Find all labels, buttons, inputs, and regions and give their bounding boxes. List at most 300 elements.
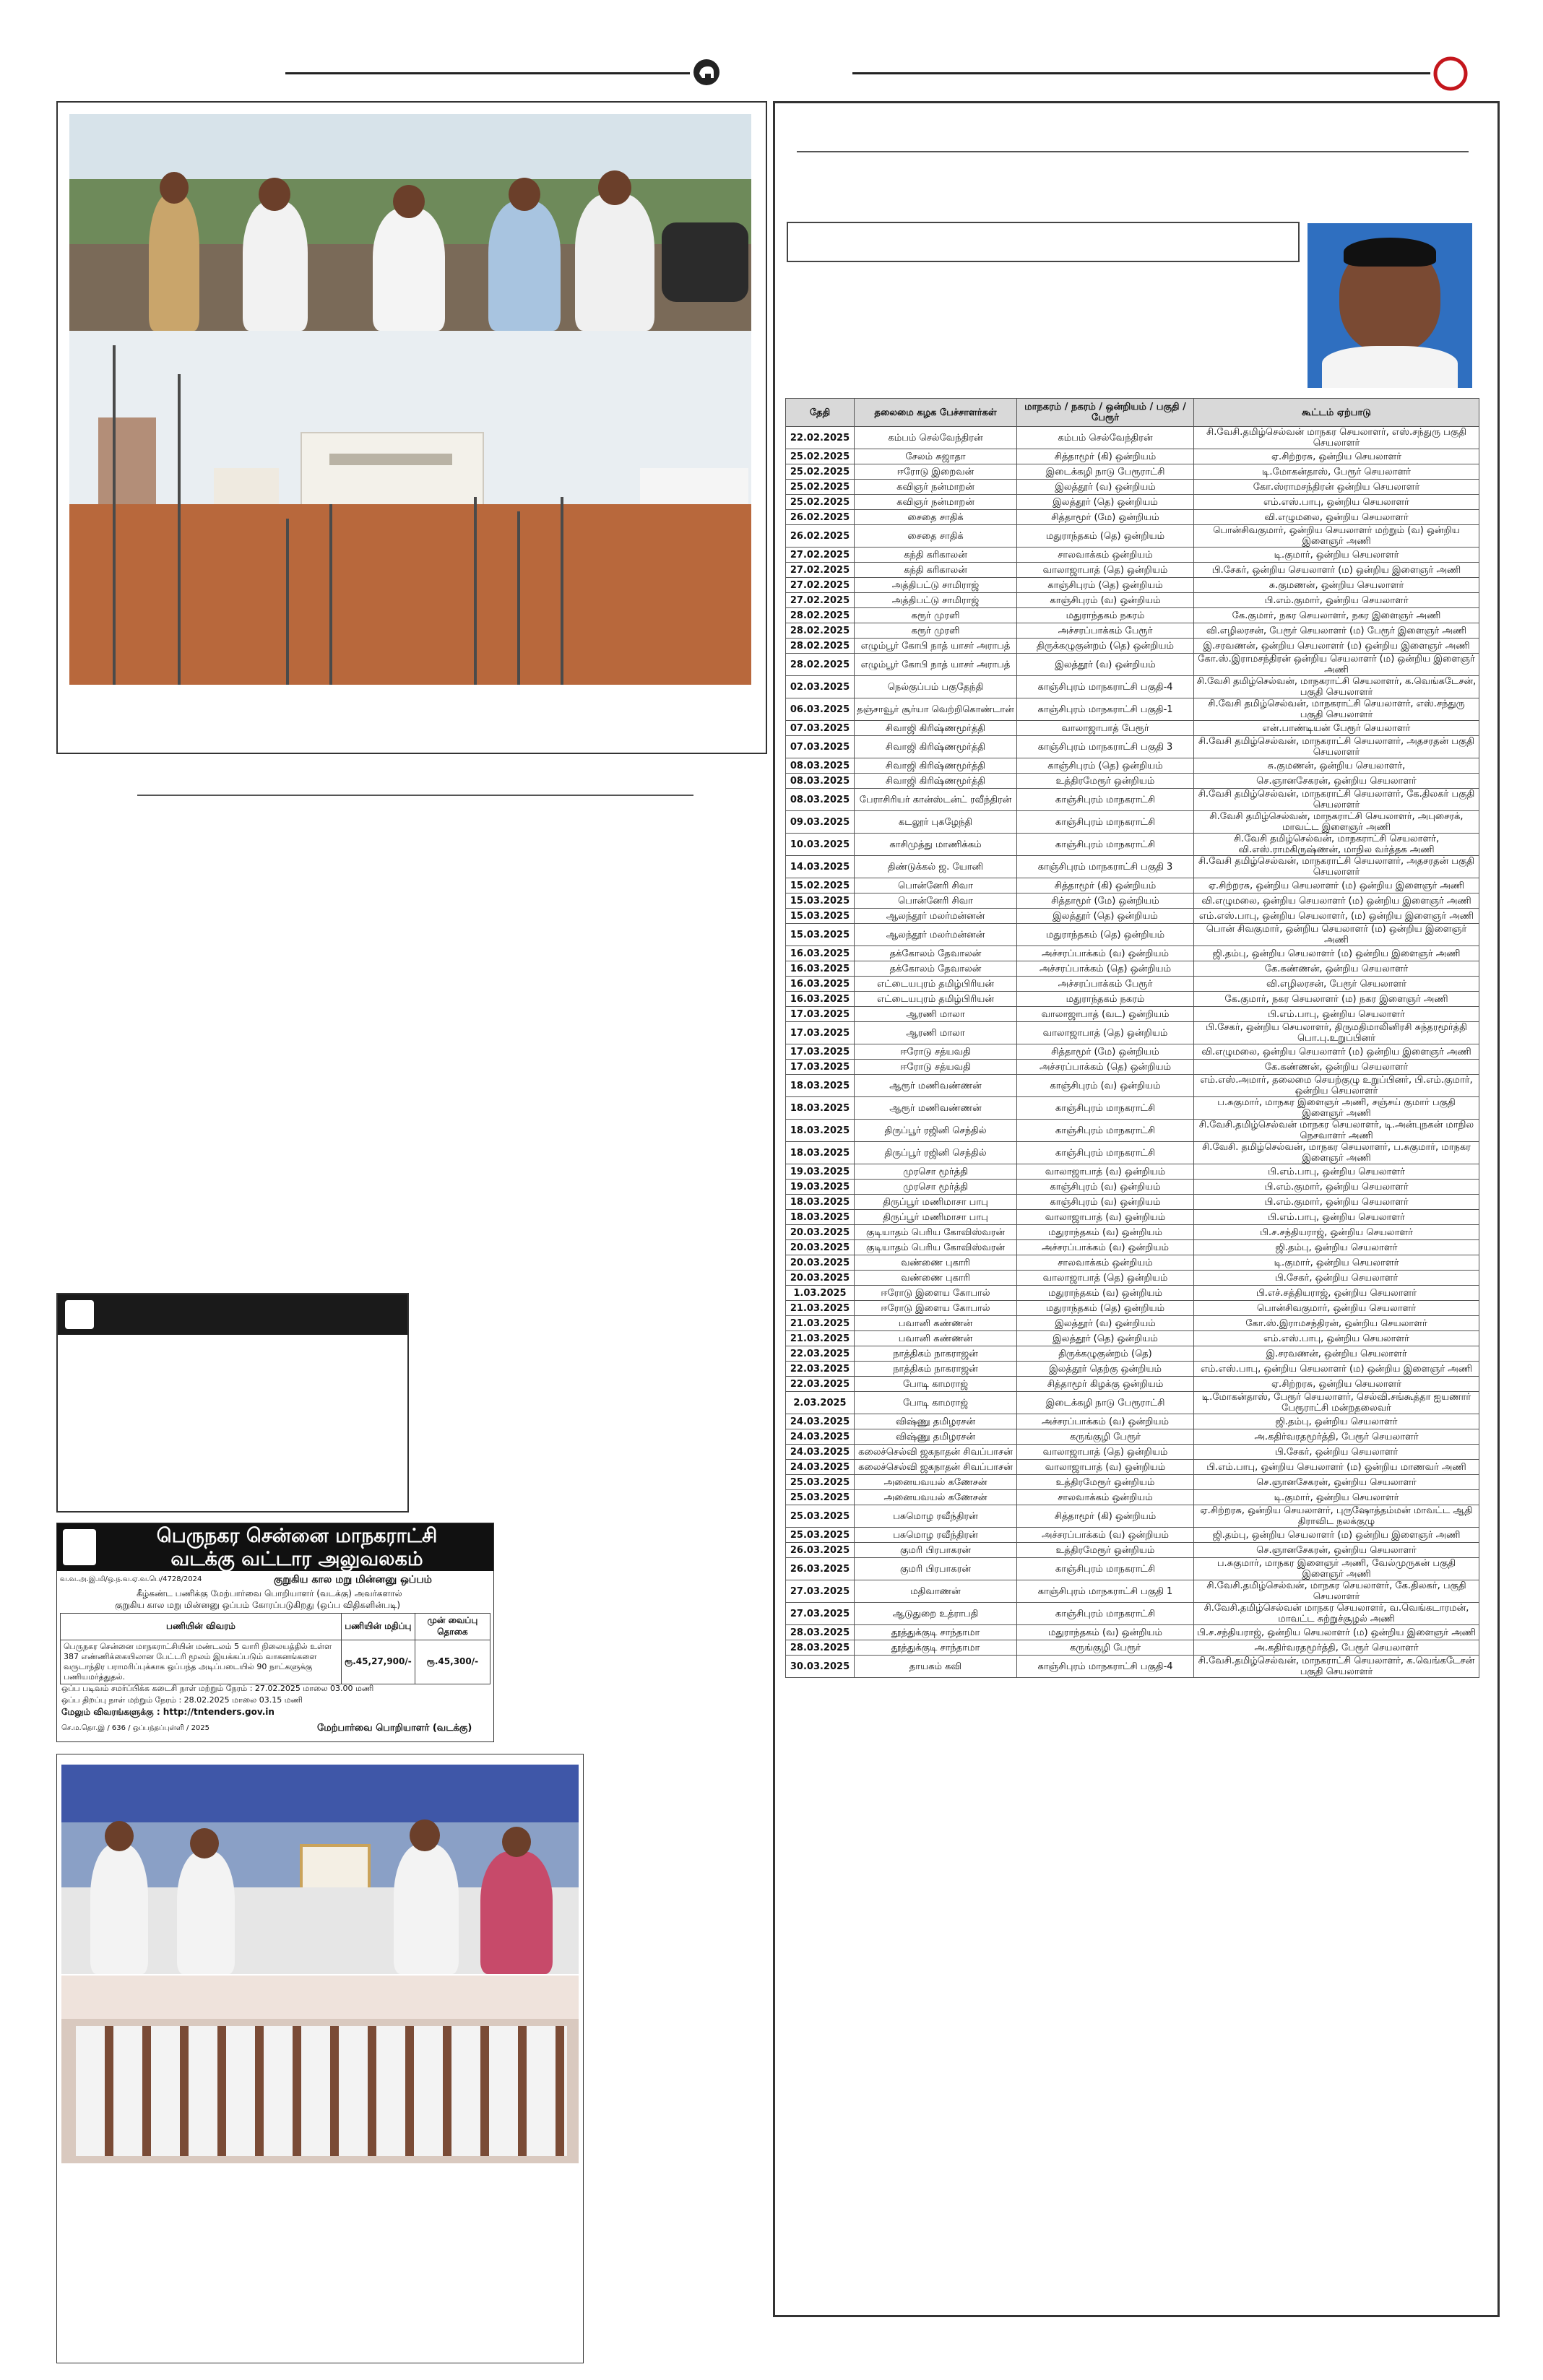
row-organizer: கோ.ஸ்ராமசந்திரன் ஒன்றிய செயலாளர் [1194,480,1479,495]
col-date: தேதி [786,399,855,427]
table-row [786,1007,1479,1022]
table-row [786,1286,1479,1301]
row-speaker: தாயகம் கவி [855,1656,1017,1678]
notice-col-value: பணியின் மதிப்பு [342,1614,415,1640]
row-speaker: ஈரோடு இறைவன் [855,464,1017,480]
row-area: காஞ்சிபுரம் மாநகராட்சி பகுதி 3 [1017,856,1194,878]
row-date: 16.03.2025 [786,961,855,977]
row-date: 18.03.2025 [786,1075,855,1097]
table-row [786,1429,1479,1445]
row-organizer: சி.வேசி. தமிழ்செல்வன், மாநகர செயலாளர், ப.சுகுமார், மாநகர இளைஞர் அணி [1194,1142,1479,1164]
row-organizer: சி.வேசி தமிழ்செல்வன், மாநகராட்சி செயலாளர், அபுசைரக், மாவட்ட இளைஞர் அணி [1194,811,1479,834]
row-date: 25.03.2025 [786,1505,855,1528]
row-speaker: ஆலந்தூர் மலர்மன்னன் [855,909,1017,924]
row-area: இலத்தூர் (வ) ஒன்றியம் [1017,480,1194,495]
table-row [786,525,1479,548]
table-row [786,1142,1479,1164]
row-area: காஞ்சிபுரம் மாநகராட்சி [1017,1558,1194,1580]
row-speaker: சைதை சாதிக் [855,510,1017,525]
row-area: காஞ்சிபுரம் (வ) ஒன்றியம் [1017,1180,1194,1195]
row-speaker: குமரி பிரபாகரன் [855,1543,1017,1558]
row-organizer: கே.குமார், நகர செயலாளர் (ம) நகர இளைஞர் அணி [1194,992,1479,1007]
table-row [786,563,1479,578]
row-speaker: முரசொ மூர்த்தி [855,1164,1017,1180]
row-date: 19.03.2025 [786,1164,855,1180]
row-speaker: சிவாஜி கிரிஷ்ணமூர்த்தி [855,721,1017,736]
row-area: மதுராந்தகம் (வ) ஒன்றியம் [1017,1225,1194,1240]
elephant-icon [692,58,721,87]
notice-heading3: குறுகிய கால மறு மின்னனு ஒப்பம் கோரப்படுகிறது (ஒப்ப விதிகளின்படி) [115,1600,401,1610]
table-row [786,608,1479,623]
row-date: 26.02.2025 [786,510,855,525]
row-speaker: எட்டையபுரம் தமிழ்பிரியன் [855,992,1017,1007]
table-row [786,1097,1479,1120]
notice-title-line1: பெருநகர சென்னை மாநகராட்சி [156,1525,438,1547]
row-area: இலத்தூர் (தெ) ஒன்றியம் [1017,495,1194,510]
row-organizer: ப.சுகுமார், மாநகர இளைஞர் அணி, சஞ்சய் குமார் பகுதி இளைஞர் அணி [1194,1097,1479,1120]
row-date: 25.03.2025 [786,1475,855,1490]
row-speaker: கவிஞர் நன்மாறன் [855,495,1017,510]
table-row [786,1377,1479,1392]
table-row [786,893,1479,909]
row-speaker: கடலூர் புகழேந்தி [855,811,1017,834]
row-date: 19.03.2025 [786,1180,855,1195]
table-row [786,834,1479,856]
row-area: வாலாஜாபாத் (தெ) ஒன்றியம் [1017,563,1194,578]
table-row [786,1656,1479,1678]
notice-footer-right: மேற்பார்வை பொறியாளர் (வடக்கு) [317,1723,472,1734]
table-row [786,789,1479,811]
row-area: காஞ்சிபுரம் மாநகராட்சி [1017,1142,1194,1164]
row-organizer: டி.மோகன்தாஸ், பேரூர் செயலாளர் [1194,464,1479,480]
row-speaker: அனையவயல் கணேசன் [855,1490,1017,1505]
row-speaker: கலைச்செல்வி ஜகநாதன் சிவப்பாசன் [855,1445,1017,1460]
row-area: கருங்குழி பேரூர் [1017,1429,1194,1445]
table-row [786,1164,1479,1180]
row-speaker: ஈரோடு சத்யவதி [855,1044,1017,1060]
table-row [786,878,1479,893]
row-date: 15.02.2025 [786,878,855,893]
row-area: வாலாஜாபாத் (வ) ஒன்றியம் [1017,1460,1194,1475]
row-organizer: ப.சுகுமார், மாநகர இளைஞர் அணி, வேல்முருகன் பகுதி இளைஞர் அணி [1194,1558,1479,1580]
row-speaker: அனையவயல் கணேசன் [855,1475,1017,1490]
row-organizer: சு.குமணன், ஒன்றிய செயலாளர், [1194,758,1479,774]
tender-notice [56,1523,494,1742]
row-speaker: குமரி பிரபாகரன் [855,1558,1017,1580]
row-organizer: அ.கதிர்வரதமூர்த்தி, பேரூர் செயலாளர் [1194,1640,1479,1656]
row-area: சித்தாமூர் (கி) ஒன்றியம் [1017,878,1194,893]
notice-emd: ரூ.45,300/- [415,1640,490,1684]
row-organizer: கோ.ஸ்.இராமசந்திரன் ஒன்றிய செயலாளர் (ம) ஒன்றிய இளைஞர் அணி [1194,654,1479,676]
notice-value: ரூ.45,27,900/- [342,1640,415,1684]
row-area: மதுராந்தகம் நகரம் [1017,608,1194,623]
row-speaker: தூத்துக்குடி சாந்தாமா [855,1640,1017,1656]
row-area: மதுராந்தகம் நகரம் [1017,992,1194,1007]
small-notice-header [58,1294,407,1335]
row-date: 17.03.2025 [786,1044,855,1060]
row-date: 16.03.2025 [786,977,855,992]
row-organizer: ஏ.சிற்றரசு, ஒன்றிய செயலாளர் [1194,449,1479,464]
row-date: 06.03.2025 [786,698,855,721]
row-organizer: எம்.எஸ்.அமார், தலைமை செயற்குழு உறுப்பினர், பி.எம்.குமார், ஒன்றிய செயலாளர் [1194,1075,1479,1097]
row-date: 20.03.2025 [786,1255,855,1271]
row-speaker: பசுமொழ ரவீந்திரன் [855,1505,1017,1528]
row-organizer: சி.வேசி.தமிழ்செல்வன், மாநகர செயலாளர், கே.திலகர், பகுதி செயலாளர் [1194,1580,1479,1603]
row-organizer: பி.எச்.சத்தியராஜ், ஒன்றிய செயலாளர் [1194,1286,1479,1301]
row-area: மதுராந்தகம் (வ) ஒன்றியம் [1017,1286,1194,1301]
row-date: 25.02.2025 [786,480,855,495]
row-area: கருங்குழி பேரூர் [1017,1640,1194,1656]
audience-crowd-photo [61,1976,579,2163]
row-organizer: ஜி.தம்பு, ஒன்றிய செயலாளர் [1194,1414,1479,1429]
portrait-tribute-photo [61,1765,579,1974]
table-row [786,1603,1479,1625]
table-row [786,578,1479,593]
row-area: இலத்தூர் (தெ) ஒன்றியம் [1017,909,1194,924]
row-date: 28.03.2025 [786,1625,855,1640]
row-organizer: என்.பாண்டியன் பேரூர் செயலாளர் [1194,721,1479,736]
row-organizer: டி.குமார், ஒன்றிய செயலாளர் [1194,548,1479,563]
table-row [786,510,1479,525]
row-area: வாலாஜாபாத் (தெ) ஒன்றியம் [1017,1271,1194,1286]
row-organizer: கோ.ஸ்.இராமசந்திரன், ஒன்றிய செயலாளர் [1194,1316,1479,1331]
row-area: காஞ்சிபுரம் (தெ) ஒன்றியம் [1017,758,1194,774]
row-date: 18.03.2025 [786,1120,855,1142]
row-organizer: கே.கண்ணன், ஒன்றிய செயலாளர் [1194,1060,1479,1075]
row-speaker: ஆரணி மாலா [855,1022,1017,1044]
col-speakers: தலைமை கழக பேச்சாளர்கள் [855,399,1017,427]
row-area: திருக்கழுகுன்றம் (தெ) [1017,1346,1194,1362]
row-organizer: ஜி.தம்பு, ஒன்றிய செயலாளர் (ம) ஒன்றிய இளைஞர் அணி [1194,1528,1479,1543]
row-speaker: நாத்திகம் நாகராஜன் [855,1346,1017,1362]
row-area: அச்சரப்பாக்கம் பேரூர் [1017,977,1194,992]
row-area: காஞ்சிபுரம் மாநகராட்சி பகுதி 1 [1017,1580,1194,1603]
row-area: சித்தாமூர் (மே) ஒன்றியம் [1017,1044,1194,1060]
row-organizer: எம்.எஸ்.பாபு, ஒன்றிய செயலாளர் (ம) ஒன்றிய இளைஞர் அணி [1194,1362,1479,1377]
row-area: காஞ்சிபுரம் மாநகராட்சி [1017,789,1194,811]
row-speaker: எட்டையபுரம் தமிழ்பிரியன் [855,977,1017,992]
table-row [786,1044,1479,1060]
row-organizer: ஏ.சிற்றரசு, ஒன்றிய செயலாளர் (ம) ஒன்றிய இளைஞர் அணி [1194,878,1479,893]
row-date: 24.03.2025 [786,1445,855,1460]
col-organizer: கூட்டம் ஏற்பாடு [1194,399,1479,427]
table-row [786,1060,1479,1075]
notice-ref: வ.வ.அ.இ.மி/ஒ.ந.வ.ஏ.வ.பெ/4728/2024 [60,1575,202,1583]
table-row [786,1445,1479,1460]
row-organizer: பி.எம்.பாபு, ஒன்றிய செயலாளர் [1194,1210,1479,1225]
row-area: காஞ்சிபுரம் (வ) ஒன்றியம் [1017,1075,1194,1097]
row-area: சித்தாமூர் (மே) ஒன்றியம் [1017,510,1194,525]
header-rule-right [852,72,1430,74]
table-row [786,1625,1479,1640]
row-area: இலத்தூர் தெற்கு ஒன்றியம் [1017,1362,1194,1377]
row-speaker: ஆடுதுறை உத்ராபதி [855,1603,1017,1625]
row-speaker: ஆரணி மாலா [855,1007,1017,1022]
table-row [786,721,1479,736]
row-speaker: அத்திபட்டு சாமிராஜ் [855,593,1017,608]
row-organizer: ஏ.சிற்றரசு, ஒன்றிய செயலாளர், புருஷோத்தம்மன் மாவட்ட ஆதி திராவிட நலக்குழு [1194,1505,1479,1528]
table-row [786,1331,1479,1346]
row-speaker: எழும்பூர் கோபி நாத் யாசர் அராபத் [855,639,1017,654]
row-date: 18.03.2025 [786,1195,855,1210]
row-date: 26.03.2025 [786,1543,855,1558]
row-area: வாலாஜாபாத் (வ) ஒன்றியம் [1017,1210,1194,1225]
table-row [786,1271,1479,1286]
row-area: அச்சரப்பாக்கம் (வ) ஒன்றியம் [1017,946,1194,961]
row-speaker: பொன்னேரி சிவா [855,893,1017,909]
row-area: மதுராந்தகம் (தெ) ஒன்றியம் [1017,924,1194,946]
leader-portrait-photo [1308,223,1472,388]
table-row [786,1528,1479,1543]
row-area: காஞ்சிபுரம் மாநகராட்சி [1017,834,1194,856]
table-row [786,1240,1479,1255]
row-area: மதுராந்தகம் (தெ) ஒன்றியம் [1017,525,1194,548]
row-organizer: சி.வேசி தமிழ்செல்வன், மாநகராட்சி செயலாளர், எஸ்.சந்துரு பகுதி செயலாளர் [1194,698,1479,721]
row-area: சாலவாக்கம் ஒன்றியம் [1017,1490,1194,1505]
table-row [786,1346,1479,1362]
row-organizer: சி.வேசி தமிழ்செல்வன், மாநகராட்சி செயலாளர், அதசரதன் பகுதி செயலாளர் [1194,856,1479,878]
row-organizer: செ.ஞானசேகரன், ஒன்றிய செயலாளர் [1194,774,1479,789]
row-date: 07.03.2025 [786,736,855,758]
corporation-emblem-icon [63,1529,96,1565]
row-speaker: ஆரூர் மணிவண்ணன் [855,1097,1017,1120]
row-area: சாலவாக்கம் ஒன்றியம் [1017,1255,1194,1271]
row-speaker: கலைச்செல்வி ஜகநாதன் சிவப்பாசன் [855,1460,1017,1475]
row-area: இடைக்கழி நாடு பேரூராட்சி [1017,1392,1194,1414]
row-date: 16.03.2025 [786,946,855,961]
table-row [786,1316,1479,1331]
row-speaker: திருப்பூர் ரஜினி செந்தில் [855,1142,1017,1164]
row-organizer: பி.சேகர், ஒன்றிய செயலாளர் (ம) ஒன்றிய இளைஞர் அணி [1194,563,1479,578]
table-row [786,1460,1479,1475]
row-date: 22.03.2025 [786,1362,855,1377]
schedule-top-rule [797,151,1469,152]
table-row [786,427,1479,449]
row-area: கம்பம் செல்வேந்திரன் [1017,427,1194,449]
table-row [786,593,1479,608]
row-date: 15.03.2025 [786,893,855,909]
table-row [786,1022,1479,1044]
row-area: வாலாஜாபாத் (வட) ஒன்றியம் [1017,1007,1194,1022]
table-row [786,1362,1479,1377]
row-speaker: ஆலந்தூர் மலர்மன்னன் [855,924,1017,946]
row-organizer: வி.எழிலரசன், பேரூர் செயலாளர் (ம) பேரூர் இளைஞர் அணி [1194,623,1479,639]
row-organizer: அ.கதிர்வரதமூர்த்தி, பேரூர் செயலாளர் [1194,1429,1479,1445]
table-row [786,1580,1479,1603]
row-organizer: பி.ச.சந்தியராஜ், ஒன்றிய செயலாளர் (ம) ஒன்றிய இளைஞர் அணி [1194,1625,1479,1640]
left-column-divider [137,795,693,796]
row-date: 18.03.2025 [786,1142,855,1164]
row-speaker: அத்திபட்டு சாமிராஜ் [855,578,1017,593]
row-date: 28.02.2025 [786,639,855,654]
row-speaker: திருப்பூர் மணிமாசா பாபு [855,1210,1017,1225]
row-organizer: பொன்சிவகுமார், ஒன்றிய செயலாளர் மற்றும் (வ) ஒன்றிய இளைஞர் அணி [1194,525,1479,548]
row-speaker: தக்கோலம் தேவாலன் [855,961,1017,977]
row-organizer: சி.வேசி தமிழ்செல்வன், மாநகராட்சி செயலாளர், வி.எஸ்.ராமகிருஷ்ணன், மாநில வர்த்தக அணி [1194,834,1479,856]
row-area: காஞ்சிபுரம் (வ) ஒன்றியம் [1017,593,1194,608]
row-area: சித்தாமூர் (கி) ஒன்றியம் [1017,1505,1194,1528]
row-organizer: வி.எழுமலை, ஒன்றிய செயலாளர் (ம) ஒன்றிய இளைஞர் அணி [1194,893,1479,909]
row-date: 20.03.2025 [786,1225,855,1240]
row-area: வாலாஜாபாத் (தெ) ஒன்றியம் [1017,1445,1194,1460]
row-date: 27.02.2025 [786,563,855,578]
row-date: 16.03.2025 [786,992,855,1007]
row-area: சித்தாமூர் (கி) ஒன்றியம் [1017,449,1194,464]
row-organizer: இ.சரவணன், ஒன்றிய செயலாளர் [1194,1346,1479,1362]
notice-heading1: குறுகிய கால மறு மின்னனு ஒப்பம் [274,1574,432,1585]
row-speaker: மதிவாணன் [855,1580,1017,1603]
row-date: 22.03.2025 [786,1346,855,1362]
header-rule-left [285,72,690,74]
row-date: 27.03.2025 [786,1580,855,1603]
row-speaker: திருப்பூர் மணிமாசா பாபு [855,1195,1017,1210]
row-organizer: சி.வேசி தமிழ்செல்வன், மாநகராட்சி செயலாளர், அதசரதன் பகுதி செயலாளர் [1194,736,1479,758]
row-organizer: சி.வேசி தமிழ்செல்வன், மாநகராட்சி செயலாளர், க.வெங்கடேசன், பகுதி செயலாளர் [1194,676,1479,698]
row-speaker: தூத்துக்குடி சாந்தாமா [855,1625,1017,1640]
row-speaker: பசுமொழ ரவீந்திரன் [855,1528,1017,1543]
row-speaker: சேலம் சுஜாதா [855,449,1017,464]
row-organizer: பொன் சிவகுமார், ஒன்றிய செயலாளர் (ம) ஒன்றிய இளைஞர் அணி [1194,924,1479,946]
schedule-blank-banner [787,222,1300,262]
row-date: 26.02.2025 [786,525,855,548]
table-row [786,1195,1479,1210]
row-area: அச்சரப்பாக்கம் (வ) ஒன்றியம் [1017,1240,1194,1255]
row-area: சித்தாமூர் கிழக்கு ஒன்றியம் [1017,1377,1194,1392]
row-speaker: சிவாஜி கிரிஷ்ணமூர்த்தி [855,774,1017,789]
row-organizer: டி.மோகன்தாஸ், பேரூர் செயலாளர், செல்வி.சங்கூத்தா ஐயணார் பேரூராட்சி மன்றதலைவர் [1194,1392,1479,1414]
row-date: 08.03.2025 [786,789,855,811]
notice-col-emd: முன் வைப்பு தொகை [415,1614,490,1640]
row-date: 17.03.2025 [786,1022,855,1044]
row-date: 20.03.2025 [786,1271,855,1286]
row-area: காஞ்சிபுரம் மாநகராட்சி பகுதி 3 [1017,736,1194,758]
row-area: இலத்தூர் (தெ) ஒன்றியம் [1017,1331,1194,1346]
row-speaker: ஈரோடு இளைய கோபால் [855,1286,1017,1301]
row-date: 07.03.2025 [786,721,855,736]
notice-heading2: கீழ்கண்ட பணிக்கு மேற்பார்வை பொறியாளர் (வடக்கு) அவர்களால் [137,1588,402,1598]
table-row [786,623,1479,639]
corporation-emblem-icon [65,1300,94,1329]
row-date: 25.03.2025 [786,1528,855,1543]
row-area: காஞ்சிபுரம் மாநகராட்சி பகுதி-4 [1017,676,1194,698]
row-organizer: செ.ஞானசேகரன், ஒன்றிய செயலாளர் [1194,1475,1479,1490]
row-area: அச்சரப்பாக்கம் (தெ) ஒன்றியம் [1017,961,1194,977]
row-date: 2.03.2025 [786,1392,855,1414]
row-area: அச்சரப்பாக்கம் (வ) ஒன்றியம் [1017,1414,1194,1429]
row-speaker: கந்தி கரிகாலன் [855,548,1017,563]
row-speaker: கவிஞர் நன்மாறன் [855,480,1017,495]
row-organizer: பி.சேகர், ஒன்றிய செயலாளர் [1194,1445,1479,1460]
table-row [786,698,1479,721]
row-organizer: பி.எம்.குமார், ஒன்றிய செயலாளர் [1194,593,1479,608]
row-speaker: நெல்குப்பம் பகுதேந்தி [855,676,1017,698]
row-speaker: பவானி கண்ணன் [855,1316,1017,1331]
small-notice-box [56,1293,409,1513]
row-date: 24.03.2025 [786,1460,855,1475]
row-area: வாலாஜாபாத் (தெ) ஒன்றியம் [1017,1022,1194,1044]
table-row [786,464,1479,480]
row-speaker: வண்ணை புகாரி [855,1271,1017,1286]
row-area: இலத்தூர் (வ) ஒன்றியம் [1017,1316,1194,1331]
row-date: 27.03.2025 [786,1603,855,1625]
row-speaker: போடி காமராஜ் [855,1377,1017,1392]
table-row [786,1225,1479,1240]
row-area: இடைக்கழி நாடு பேரூராட்சி [1017,464,1194,480]
row-area: காஞ்சிபுரம் (தெ) ஒன்றியம் [1017,578,1194,593]
notice-title-line2: வடக்கு வட்டார அலுவலகம் [170,1548,423,1570]
row-organizer: பி.சேகர், ஒன்றிய செயலாளர், திருமதிமாலினிரசி சுந்தரமூர்த்தி பொ.பு.உறுப்பினர் [1194,1022,1479,1044]
notice-line1: ஒப்ப படிவம் சமர்ப்பிக்க கடைசி நாள் மற்றும் நேரம் : 27.02.2025 மாலை 03.00 மணி [61,1684,374,1693]
row-date: 18.03.2025 [786,1210,855,1225]
row-speaker: கம்பம் செல்வேந்திரன் [855,427,1017,449]
row-organizer: பி.ச.சந்தியராஜ், ஒன்றிய செயலாளர் [1194,1225,1479,1240]
table-row [786,1414,1479,1429]
col-area: மாநகரம் / நகரம் / ஒன்றியம் / பகுதி / பேரூர் [1017,399,1194,427]
row-date: 24.03.2025 [786,1414,855,1429]
row-speaker: ஈரோடு சத்யவதி [855,1060,1017,1075]
row-speaker: பவானி கண்ணன் [855,1331,1017,1346]
row-organizer: ஏ.சிற்றரசு, ஒன்றிய செயலாளர் [1194,1377,1479,1392]
table-row [786,1180,1479,1195]
row-area: வாலாஜாபாத் பேரூர் [1017,721,1194,736]
row-organizer: கே.குமார், நகர செயலாளர், நகர இளைஞர் அணி [1194,608,1479,623]
row-date: 28.03.2025 [786,1640,855,1656]
table-row [786,736,1479,758]
row-speaker: முரசொ மூர்த்தி [855,1180,1017,1195]
row-speaker: ஈரோடு இளைய கோபால் [855,1301,1017,1316]
row-area: அச்சரப்பாக்கம் (வ) ஒன்றியம் [1017,1528,1194,1543]
row-speaker: சிவாஜி கிரிஷ்ணமூர்த்தி [855,758,1017,774]
notice-col-work: பணியின் விவரம் [61,1614,342,1640]
row-area: வாலாஜாபாத் (வ) ஒன்றியம் [1017,1164,1194,1180]
row-speaker: சிவாஜி கிரிஷ்ணமூர்த்தி [855,736,1017,758]
row-organizer: சி.வேசி.தமிழ்செல்வன் மாநகர செயலாளர், எஸ்.சந்துரு பகுதி செயலாளர் [1194,427,1479,449]
officials-inspection-photo [69,114,751,331]
table-row [786,639,1479,654]
row-area: மதுராந்தகம் (வ) ஒன்றியம் [1017,1625,1194,1640]
row-area: சாலவாக்கம் ஒன்றியம் [1017,548,1194,563]
row-organizer: வி.எழிலரசன், பேரூர் செயலாளர் [1194,977,1479,992]
row-organizer: ஜி.தம்பு, ஒன்றிய செயலாளர் [1194,1240,1479,1255]
schedule-table [785,398,1479,1678]
row-date: 25.02.2025 [786,495,855,510]
row-date: 26.03.2025 [786,1558,855,1580]
table-row [786,1210,1479,1225]
row-organizer: சி.வேசி.தமிழ்செல்வன் மாநகர செயலாளர், டி.அன்புநகன் மாநில நெசவாளர் அணி [1194,1120,1479,1142]
row-date: 27.02.2025 [786,548,855,563]
table-row [786,1640,1479,1656]
row-organizer: சு.குமணன், ஒன்றிய செயலாளர் [1194,578,1479,593]
row-date: 30.03.2025 [786,1656,855,1678]
row-speaker: எழும்பூர் கோபி நாத் யாசர் அராபத் [855,654,1017,676]
row-speaker: கந்தி கரிகாலன் [855,563,1017,578]
row-organizer: டி.குமார், ஒன்றிய செயலாளர் [1194,1255,1479,1271]
row-speaker: குடியாதம் பெரிய கோவிஸ்வரன் [855,1240,1017,1255]
row-area: காஞ்சிபுரம் மாநகராட்சி பகுதி-1 [1017,698,1194,721]
row-date: 15.03.2025 [786,909,855,924]
notice-line2: ஒப்ப திறப்பு நாள் மற்றும் நேரம் : 28.02.2025 மாலை 03.15 மணி [61,1695,303,1705]
table-row [786,495,1479,510]
table-row [786,654,1479,676]
row-date: 08.03.2025 [786,758,855,774]
row-speaker: தக்கோலம் தேவாலன் [855,946,1017,961]
row-speaker: கரூர் முரளி [855,608,1017,623]
row-organizer: சி.வேசி.தமிழ்செல்வன், மாநகராட்சி செயலாளர், க.வெங்கடேசன் பகுதி செயலாளர் [1194,1656,1479,1678]
row-date: 02.03.2025 [786,676,855,698]
row-date: 27.02.2025 [786,593,855,608]
schedule-panel [773,101,1500,2317]
notice-table [60,1613,490,1684]
